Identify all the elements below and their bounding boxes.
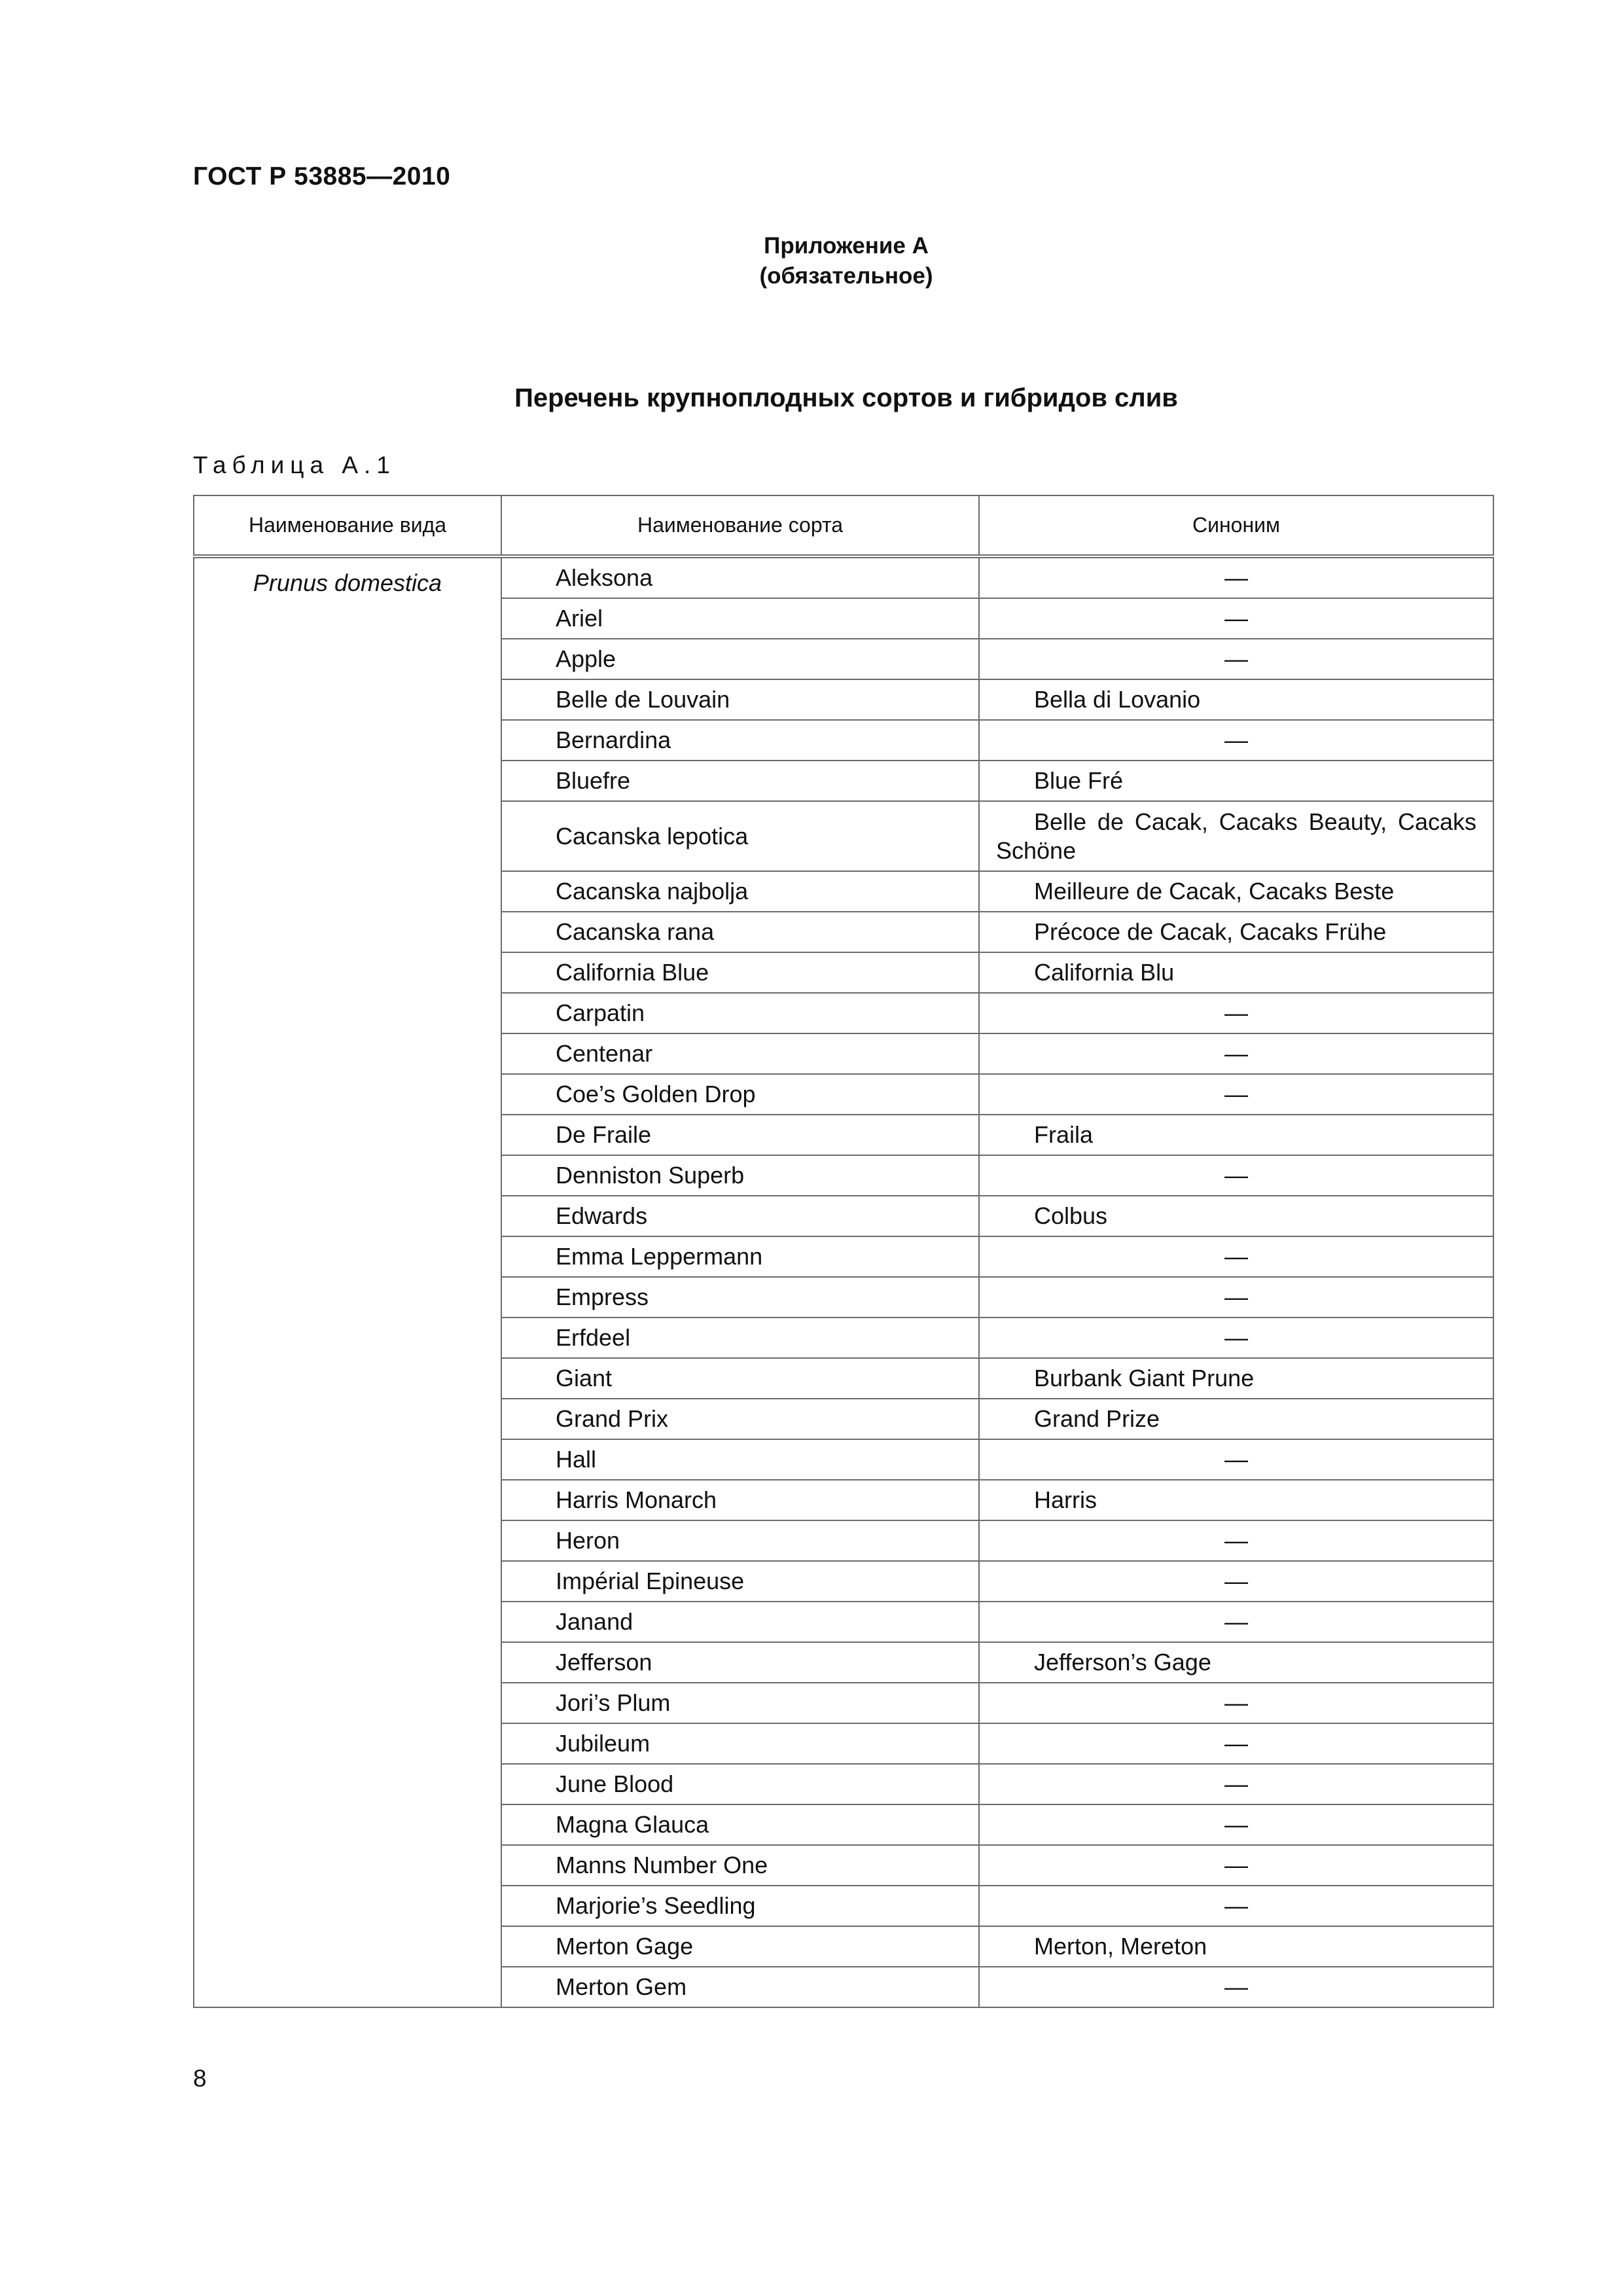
variety-cell: Harris Monarch — [501, 1480, 979, 1520]
variety-cell: Marjorie’s Seedling — [501, 1886, 979, 1926]
synonym-cell: Jefferson’s Gage — [979, 1642, 1493, 1683]
synonym-cell: Précoce de Cacak, Cacaks Frühe — [979, 912, 1493, 952]
variety-cell: Erfdeel — [501, 1318, 979, 1358]
variety-cell: Coe’s Golden Drop — [501, 1074, 979, 1115]
synonym-cell: California Blu — [979, 952, 1493, 993]
variety-cell: Manns Number One — [501, 1845, 979, 1886]
variety-cell: Belle de Louvain — [501, 679, 979, 720]
header-species: Наименование вида — [194, 495, 501, 556]
variety-cell: Cacanska najbolja — [501, 871, 979, 912]
variety-cell: Edwards — [501, 1196, 979, 1236]
variety-cell: California Blue — [501, 952, 979, 993]
synonym-cell: — — [979, 1439, 1493, 1480]
variety-cell: Denniston Superb — [501, 1155, 979, 1196]
synonym-cell: Grand Prize — [979, 1399, 1493, 1439]
synonym-cell: — — [979, 598, 1493, 639]
header-variety: Наименование сорта — [501, 495, 979, 556]
synonym-cell: — — [979, 1033, 1493, 1074]
synonym-cell: — — [979, 1845, 1493, 1886]
variety-cell: Jubileum — [501, 1723, 979, 1764]
synonym-cell: Bella di Lovanio — [979, 679, 1493, 720]
synonym-cell: — — [979, 1277, 1493, 1318]
list-title: Перечень крупноплодных сортов и гибридов слив — [514, 384, 1178, 412]
variety-cell: Magna Glauca — [501, 1804, 979, 1845]
synonym-cell: — — [979, 1561, 1493, 1602]
variety-cell: Empress — [501, 1277, 979, 1318]
variety-cell: Carpatin — [501, 993, 979, 1033]
synonym-cell: — — [979, 993, 1493, 1033]
variety-cell: Jori’s Plum — [501, 1683, 979, 1723]
synonym-cell: — — [979, 1236, 1493, 1277]
synonym-cell: — — [979, 1520, 1493, 1561]
varieties-table — [193, 495, 1494, 2008]
synonym-cell: — — [979, 1074, 1493, 1115]
variety-cell: Cacanska lepotica — [501, 801, 979, 871]
appendix-title: Приложение А — [764, 233, 929, 259]
appendix-status: (обязательное) — [759, 263, 933, 289]
table-caption: Таблица А.1 — [193, 452, 396, 478]
synonym-cell: Harris — [979, 1480, 1493, 1520]
variety-cell: Impérial Epineuse — [501, 1561, 979, 1602]
variety-cell: Merton Gage — [501, 1926, 979, 1967]
synonym-cell: — — [979, 556, 1493, 598]
table-row — [194, 556, 1493, 598]
variety-cell: Merton Gem — [501, 1967, 979, 2007]
synonym-cell: — — [979, 1602, 1493, 1642]
variety-cell: Janand — [501, 1602, 979, 1642]
variety-cell: Centenar — [501, 1033, 979, 1074]
variety-cell: Jefferson — [501, 1642, 979, 1683]
variety-cell: Heron — [501, 1520, 979, 1561]
synonym-cell: Blue Fré — [979, 761, 1493, 801]
document-code: ГОСТ Р 53885—2010 — [193, 162, 451, 190]
variety-cell: De Fraile — [501, 1115, 979, 1155]
synonym-cell: Fraila — [979, 1115, 1493, 1155]
variety-cell: Cacanska rana — [501, 912, 979, 952]
synonym-cell: — — [979, 720, 1493, 761]
table-header-row — [194, 495, 1493, 556]
synonym-cell: — — [979, 1683, 1493, 1723]
variety-cell: Apple — [501, 639, 979, 679]
synonym-cell: — — [979, 1318, 1493, 1358]
synonym-cell: — — [979, 639, 1493, 679]
synonym-cell: — — [979, 1723, 1493, 1764]
variety-cell: Bluefre — [501, 761, 979, 801]
appendix-heading — [0, 231, 1623, 291]
synonym-cell: Burbank Giant Prune — [979, 1358, 1493, 1399]
species-cell: Prunus domestica — [194, 556, 501, 2007]
synonym-cell: Meilleure de Cacak, Cacaks Beste — [979, 871, 1493, 912]
variety-cell: Bernardina — [501, 720, 979, 761]
synonym-cell: Colbus — [979, 1196, 1493, 1236]
header-synonym: Синоним — [979, 495, 1493, 556]
variety-cell: Grand Prix — [501, 1399, 979, 1439]
synonym-cell: — — [979, 1967, 1493, 2007]
variety-cell: June Blood — [501, 1764, 979, 1804]
variety-cell: Hall — [501, 1439, 979, 1480]
variety-cell: Emma Leppermann — [501, 1236, 979, 1277]
variety-cell: Giant — [501, 1358, 979, 1399]
table-body — [194, 556, 1493, 2007]
page-number: 8 — [193, 2065, 207, 2092]
synonym-cell: — — [979, 1155, 1493, 1196]
synonym-cell: Merton, Mereton — [979, 1926, 1493, 1967]
synonym-cell: — — [979, 1764, 1493, 1804]
synonym-cell: — — [979, 1886, 1493, 1926]
variety-cell: Ariel — [501, 598, 979, 639]
synonym-cell: Belle de Cacak, Cacaks Beauty, Cacaks Schöne — [979, 801, 1493, 871]
variety-cell: Aleksona — [501, 556, 979, 598]
synonym-cell: — — [979, 1804, 1493, 1845]
